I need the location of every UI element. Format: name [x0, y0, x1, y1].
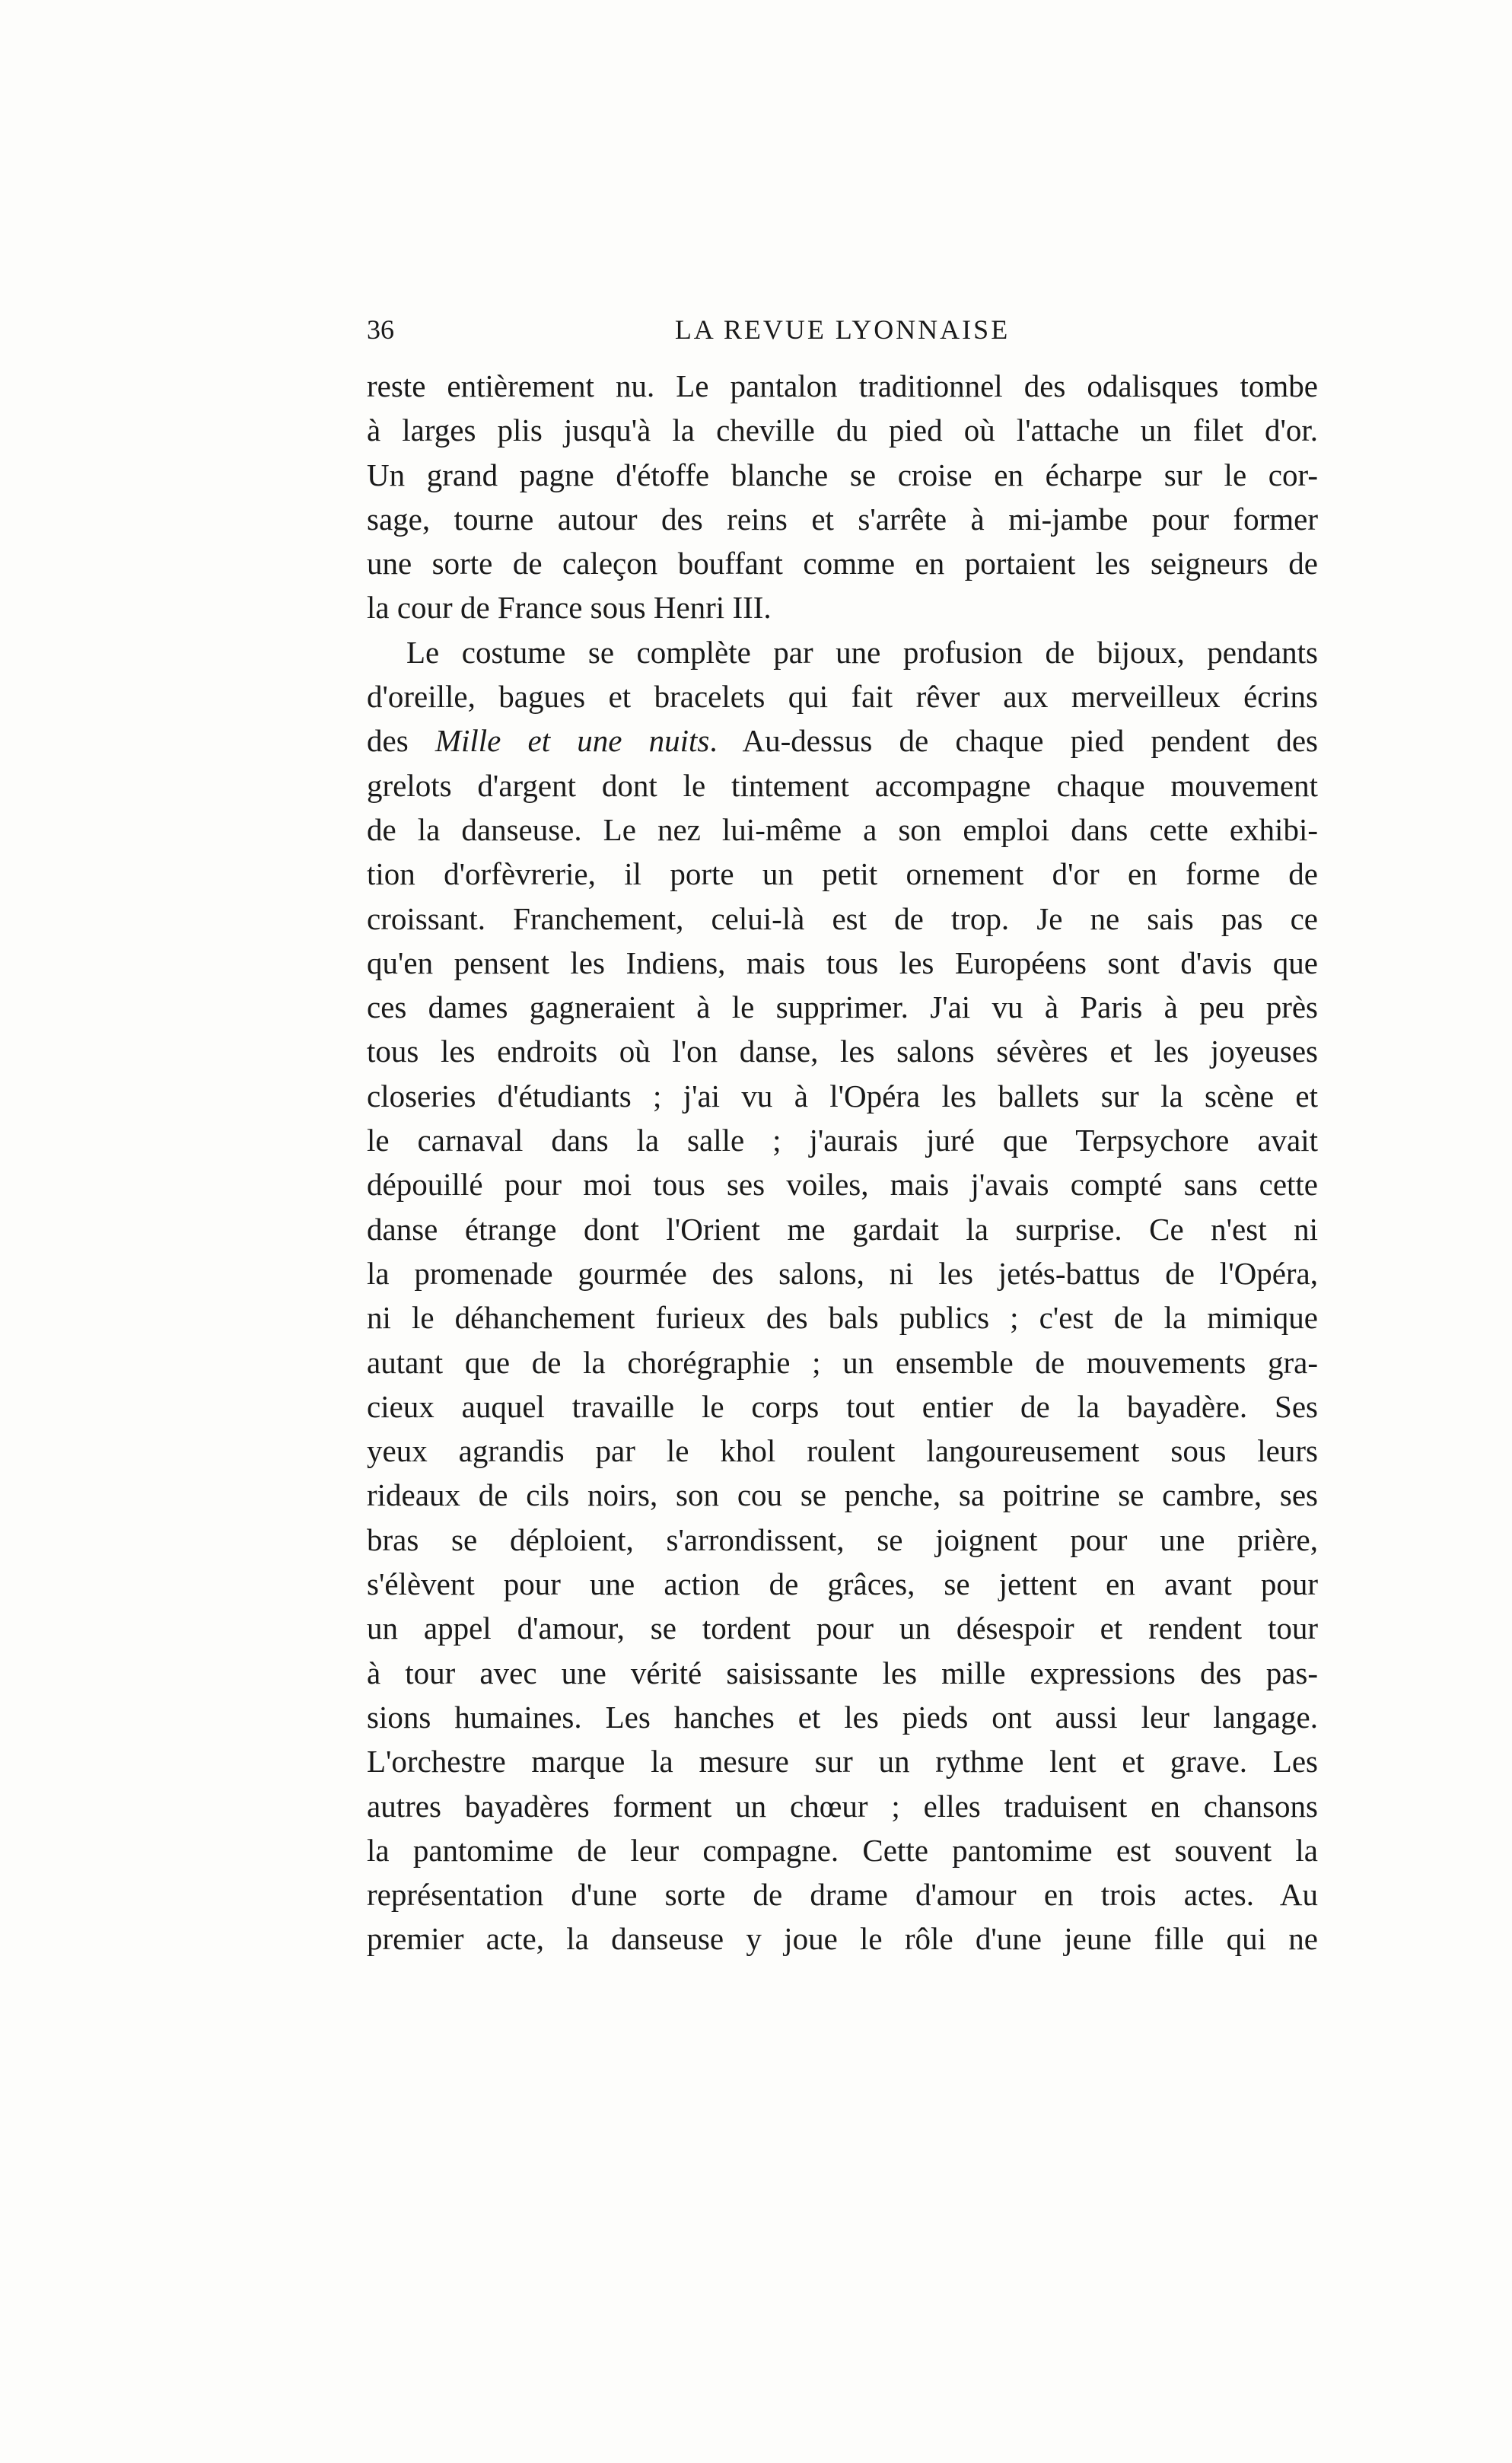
text-line: d'oreille, bagues et bracelets qui fait rêver aux merveilleux écrins — [367, 679, 1318, 715]
text-fragment: . Au-dessus de chaque pied pendent des — [709, 723, 1318, 759]
text-line: autres bayadères forment un chœur ; elles traduisent en chansons — [367, 1788, 1318, 1824]
text-line: reste entièrement nu. Le pantalon traditionnel des odalisques tombe — [367, 368, 1318, 403]
text-line: danse étrange dont l'Orient me gardait la surprise. Ce n'est ni — [367, 1211, 1318, 1247]
text-line: tion d'orfèvrerie, il porte un petit ornement d'or en forme de — [367, 856, 1318, 892]
text-line: yeux agrandis par le khol roulent langoureusement sous leurs — [367, 1433, 1318, 1469]
text-line: sions humaines. Les hanches et les pieds ont aussi leur langage. — [367, 1699, 1318, 1735]
text-line: ces dames gagneraient à le supprimer. J'ai vu à Paris à peu près — [367, 989, 1318, 1025]
text-line: le carnaval dans la salle ; j'aurais juré que Terpsychore avait — [367, 1123, 1318, 1158]
text-line: la pantomime de leur compagne. Cette pantomime est souvent la — [367, 1832, 1318, 1868]
text-line: croissant. Franchement, celui-là est de trop. Je ne sais pas ce — [367, 900, 1318, 936]
text-line: dépouillé pour moi tous ses voiles, mais j'avais compté sans cette — [367, 1167, 1318, 1203]
text-line: rideaux de cils noirs, son cou se penche, sa poitrine se cambre, ses — [367, 1477, 1318, 1513]
journal-title: LA REVUE LYONNAISE — [674, 314, 1011, 345]
text-line: tous les endroits où l'on danse, les salons sévères et les joyeuses — [367, 1034, 1318, 1069]
text-line: une sorte de caleçon bouffant comme en portaient les seigneurs de — [367, 546, 1318, 581]
text-line: ni le déhanchement furieux des bals publics ; c'est de la mimique — [367, 1300, 1318, 1336]
text-line: grelots d'argent dont le tintement accompagne chaque mouvement — [367, 767, 1318, 803]
body-text — [367, 364, 1318, 1961]
text-line: qu'en pensent les Indiens, mais tous les Européens sont d'avis que — [367, 945, 1318, 980]
text-line — [367, 719, 1318, 763]
text-line: de la danseuse. Le nez lui-même a son emploi dans cette exhibi- — [367, 811, 1318, 847]
text-line: un appel d'amour, se tordent pour un désespoir et rendent tour — [367, 1611, 1318, 1646]
text-line: la promenade gourmée des salons, ni les jetés-battus de l'Opéra, — [367, 1255, 1318, 1291]
text-line: Un grand pagne d'étoffe blanche se croise en écharpe sur le cor- — [367, 457, 1318, 492]
text-line: cieux auquel travaille le corps tout entier de la bayadère. Ses — [367, 1388, 1318, 1424]
text-line: bras se déploient, s'arrondissent, se joignent pour une prière, — [367, 1521, 1318, 1557]
paragraph-2 — [367, 630, 1318, 1961]
text-line: à larges plis jusqu'à la cheville du pied où l'attache un filet d'or. — [367, 413, 1318, 448]
text-line: la cour de France sous Henri III. — [367, 590, 772, 626]
text-line: autant que de la chorégraphie ; un ensemble de mouvements gra- — [367, 1344, 1318, 1380]
text-line: à tour avec une vérité saisissante les mille expressions des pas- — [367, 1655, 1318, 1690]
book-title-italic: Mille et une nuits — [435, 723, 710, 759]
text-line: s'élèvent pour une action de grâces, se jettent en avant pour — [367, 1566, 1318, 1602]
text-line: sage, tourne autour des reins et s'arrête à mi-jambe pour former — [367, 501, 1318, 537]
text-fragment: des — [367, 723, 435, 759]
text-line: L'orchestre marque la mesure sur un rythme lent et grave. Les — [367, 1744, 1318, 1780]
running-head — [367, 311, 1318, 349]
text-line: premier acte, la danseuse y joue le rôle d'une jeune fille qui ne — [367, 1921, 1318, 1957]
text-line: Le costume se complète par une profusion de bijoux, pendants — [406, 634, 1318, 670]
paragraph-1 — [367, 364, 1318, 630]
text-line: représentation d'une sorte de drame d'amour en trois actes. Au — [367, 1877, 1318, 1913]
page-number: 36 — [367, 314, 394, 345]
text-line: closeries d'étudiants ; j'ai vu à l'Opéra les ballets sur la scène et — [367, 1078, 1318, 1114]
